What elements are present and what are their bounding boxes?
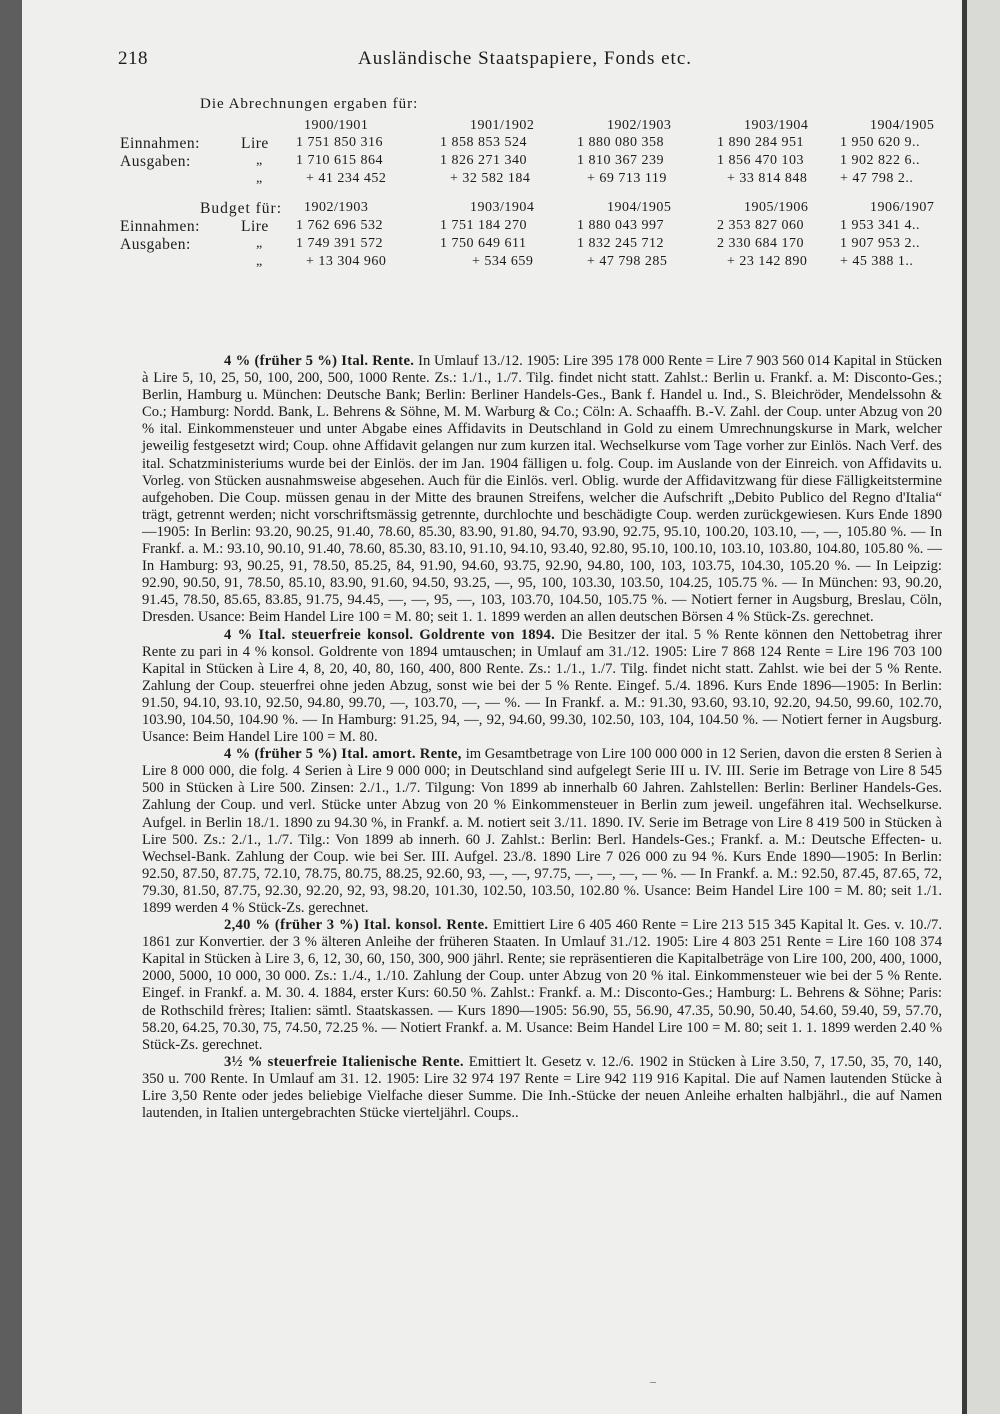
table-cell: 1 832 245 712 xyxy=(577,236,664,251)
facing-page-edge xyxy=(962,0,1000,1414)
row-label: Ausgaben: xyxy=(120,236,191,253)
table-cell: 1 810 367 239 xyxy=(577,153,664,168)
year-header: 1906/1907 xyxy=(870,200,935,215)
table-cell: 1 880 080 358 xyxy=(577,135,664,150)
year-header: 1902/1903 xyxy=(607,118,672,133)
running-title: Ausländische Staatspapiere, Fonds etc. xyxy=(358,48,693,69)
table-cell: + 45 388 1.. xyxy=(840,254,914,269)
table-cell: 1 826 271 340 xyxy=(440,153,527,168)
section-heading: 3½ % steuerfreie Italienische Rente. xyxy=(224,1053,469,1070)
table-cell: 2 353 827 060 xyxy=(717,218,804,233)
table-cell: + 41 234 452 xyxy=(306,171,387,186)
table-cell: + 534 659 xyxy=(472,254,534,269)
year-header: 1900/1901 xyxy=(304,118,369,133)
section-text: im Gesamtbetrage von Lire 100 000 000 in 12 Serien, davon die ersten 8 Serien à Lire 8 000 000, die folg. 4 Serien à Lire 9 000 000; in Deutschland sind aufgelegt Serie III u. IV. III. Serie im Betrage von Lire 8 545 500 in Stücken à Lire 500. Zinsen: 2./1., 1./7. Tilgung: Von 1899 ab innerhalb 60 Jahren. Zahlstellen: Berlin: Berliner Handels-Ges. Zahlung der Coup. und verl. Stücke unter Abzug von 20 % Einkommensteuer in Berlin zum jeweil. ungefähren ital. Wechselkurse. Aufgel. in Berlin 18./1. 1890 zu 94.30 %, in Frankf. a. M. notiert seit 3./11. 1890. IV. Serie im Betrage von Lire 8 419 500 in Stücken à Lire 500. Zs.: 2./1., 1./7. Tilg.: Von 1899 ab innerh. 60 J. Zahlst.: Berlin: Berl. Handels-Ges.; Frankf. a. M.: Deutsche Effecten- u. Wechsel-Bank. Zahlung der Coup. wie bei Ser. III. Aufgel. 23./8. 1890 Lire 7 026 000 zu 94 %. Kurs Ende 1890—1905: In Berlin: 92.50, 87.50, 87.75, 72.10, 78.75, 80.75, 88.25, 92.60, 93, —, —, 97.75, —, —, —, — %. — In Frankf. a. M.: 92.50, 87.45, 87.65, 72, 79.30, 81.50, 87.75, 92.30, 92.20, 92, 93, 98.20, 101.30, 102.50, 103.50, 102.80 %. Usance: Beim Handel Lire 100 = M. 80; seit 1./1. 1899 werden 4 % Stück-Zs. gerechnet. xyxy=(142,746,943,916)
table-cell: + 47 798 285 xyxy=(587,254,668,269)
section-text: Die Besitzer der ital. 5 % Rente können den Nettobetrag ihrer Rente zu pari in 4 % konsol. Goldrente von 1894 umtauschen; in Umlauf am 31./12. 1905: Lire 7 868 124 Rente = Lire 196 703 100 Kapital in Stücken à Lire 4, 8, 20, 40, 80, 160, 400, 800 Rente. Zs.: 1./1., 1./7. Tilg. findet nicht statt. Zahlst. wie bei der 5 % Rente. Zahlung der Coup. steuerfrei ohne jeden Abzug, sonst wie bei der 5 % Rente. Eingef. 5./4. 1896. Kurs Ende 1896—1905: In Berlin: 91.50, 94.10, 93.10, 92.50, 94.80, 99.70, —, 103.70, —, — %. — In Frankf. a. M.: 91.30, 93.60, 93.10, 92.20, 94.50, 99.60, 102.70, 103.90, 104.50, 104.90 %. — In Hamburg: 91.25, 94, —, 92, 94.60, 99.30, 102.50, 103, 104, 104.50 %. — Notiert ferner in Augsburg. Usance: Beim Handel Lire 100 = M. 80. xyxy=(142,626,942,746)
year-header: 1904/1905 xyxy=(870,118,935,133)
section-heading: 4 % Ital. steuerfreie konsol. Goldrente von 1894. xyxy=(224,626,562,643)
table-cell: + 23 142 890 xyxy=(727,254,808,269)
section-goldrente xyxy=(142,627,942,747)
page-header xyxy=(118,48,918,78)
table-cell: 1 890 284 951 xyxy=(717,135,804,150)
section-heading: 2,40 % (früher 3 %) Ital. konsol. Rente. xyxy=(224,917,493,934)
body-text xyxy=(142,353,942,1122)
row-unit: „ xyxy=(256,171,263,186)
row-unit: Lire xyxy=(241,135,269,152)
table-cell: + 47 798 2.. xyxy=(840,171,914,186)
table-cell: 1 907 953 2.. xyxy=(840,236,920,251)
table-cell: + 33 814 848 xyxy=(727,171,808,186)
table-cell: + 13 304 960 xyxy=(306,254,387,269)
year-header: 1902/1903 xyxy=(304,200,369,215)
year-header: 1903/1904 xyxy=(744,118,809,133)
table-cell: 1 880 043 997 xyxy=(577,218,664,233)
table-cell: 1 856 470 103 xyxy=(717,153,804,168)
section-heading: 4 % (früher 5 %) Ital. Rente. xyxy=(224,353,419,369)
table-cell: 1 902 822 6.. xyxy=(840,153,920,168)
section-heading: 4 % (früher 5 %) Ital. amort. Rente, xyxy=(224,746,466,763)
table-cell: 1 749 391 572 xyxy=(296,236,383,251)
table-cell: 1 953 341 4.. xyxy=(840,218,920,233)
year-header: 1905/1906 xyxy=(744,200,809,215)
row-unit: „ xyxy=(256,236,263,251)
section-konsol-rente xyxy=(142,917,942,1054)
table-cell: 1 858 853 524 xyxy=(440,135,527,150)
row-unit: „ xyxy=(256,153,263,168)
book-page xyxy=(22,0,962,1414)
page-number: 218 xyxy=(118,48,148,69)
footer-mark: – xyxy=(650,1374,656,1388)
year-header: 1903/1904 xyxy=(470,200,535,215)
row-unit: Lire xyxy=(241,218,269,235)
section-steuerfreie-rente xyxy=(142,1054,942,1122)
table-cell: 1 762 696 532 xyxy=(296,218,383,233)
table-cell: 1 751 850 316 xyxy=(296,135,383,150)
table-cell: 2 330 684 170 xyxy=(717,236,804,251)
section-ital-rente xyxy=(142,353,942,627)
section-amort-rente xyxy=(142,746,942,917)
year-header: 1901/1902 xyxy=(470,118,535,133)
budget-label: Budget für: xyxy=(200,200,283,217)
section-text: In Umlauf 13./12. 1905: Lire 395 178 000 Rente = Lire 7 903 560 014 Kapital in Stücken à Lire 5, 10, 25, 50, 100, 200, 500, 1000 Rente. Zs.: 1./1., 1./7. Tilg. findet nicht statt. Zahlst.: Berlin u. Frankf. a. M: Disconto-Ges.; Berlin, Hamburg u. München: Deutsche Bank; Berlin: Berliner Handels-Ges., Bank f. Handel u. Ind., S. Bleichröder, Mendelssohn & Co.; Hamburg: Nordd. Bank, L. Behrens & Söhne, M. M. Warburg & Co.; Cöln: A. Schaaffh. B.-V. Zahl. der Coup. unter Abzug von 20 % ital. Einkommensteuer und unter Abgabe eines Affidavits in Deutschland in Gold zu einem Umrechnungskurse in Mark, welcher jeweilig festgesetzt wird; Coup. ohne Affidavit gelangen nur zum kurzen ital. Wechselkurse vom Tage vorher zur Einlös. Nach Verf. des ital. Schatzministeriums wurde bei der Einlös. der im Jan. 1904 fälligen u. folg. Coup. im Auslande von der Einreich. von Affidavits u. Vorleg. von Stücken ausnahmsweise abgesehen. Auch für die Einlös. verl. Oblig. wurde der Affidavitzwang für diese Fälligkeitstermine aufgehoben. Die Coup. müssen genau in der Mitte des braunen Streifens, welcher die Aufschrift „Debito Publico del Regno d'Italia“ trägt, getrennt werden; nicht vorschriftsmässig getrennte, durchlochte und beschädigte Coup. werden zurückgewiesen. Kurs Ende 1890—1905: In Berlin: 93.20, 90.25, 91.40, 78.60, 85.30, 83.90, 91.80, 94.70, 93.90, 92.75, 95.10, 100.20, 103.10, —, —, 105.80 %. — In Frankf. a. M.: 93.10, 90.10, 91.40, 78.60, 85.30, 83.10, 91.10, 94.10, 93.40, 92.80, 95.10, 100.10, 103.10, 103.80, 104.80, 105.80 %. — In Hamburg: 93, 90.25, 91, 78.50, 85.25, 84, 91.90, 94.60, 93.75, 92.90, 94.80, 100, 103, 103.75, 104.30, 105.20 %. — In Leipzig: 92.90, 90.50, 91, 78.50, 85.10, 83.90, 91.60, 94.50, 93.25, —, 95, 100, 103.30, 103.50, 104.25, 105.75 %. — In München: 93, 90.20, 91.45, 78.50, 85.65, 83.85, 91.75, 94.45, —, —, 95, —, 103, 103.70, 104.50, 105.75 %. — Notiert ferner in Augsburg, Breslau, Cöln, Dresden. Usance: Beim Handel Lire 100 = M. 80; seit 1. 1. 1899 werden an allen deutschen Börsen 4 % Stück-Zs. gerechnet. xyxy=(142,353,942,626)
table-intro: Die Abrechnungen ergaben für: xyxy=(200,96,419,112)
row-label: Einnahmen: xyxy=(120,135,200,152)
table-cell: + 32 582 184 xyxy=(450,171,531,186)
row-label: Einnahmen: xyxy=(120,218,200,235)
section-text: Emittiert lt. Gesetz v. 12./6. 1902 in Stücken à Lire 3.50, 7, 17.50, 35, 70, 140, 350 u. 700 Rente. In Umlauf am 31. 12. 1905: Lire 32 974 197 Rente = Lire 942 119 916 Kapital. Die auf Namen lautenden Stücke à Lire 3,50 Rente oder jedes beliebige Vielfache dieser Summe. Die Inh.-Stücke der neuen Anleihe erhalten halbjährl., die auf Namen lautenden, in Italien untergebrachten Stücke vierteljährl. Coups.. xyxy=(142,1053,942,1122)
table-cell: + 69 713 119 xyxy=(587,171,667,186)
table-cell: 1 751 184 270 xyxy=(440,218,527,233)
section-text: Emittiert Lire 6 405 460 Rente = Lire 213 515 345 Kapital lt. Ges. v. 10./7. 1861 zur Konvertier. der 3 % älteren Anleihe der früheren Staaten. In Umlauf 31./12. 1905: Lire 4 803 251 Rente = Lire 160 108 374 Kapital in Stücken à Lire 3, 6, 12, 30, 60, 150, 300, 900 jährl. Rente; sie repräsentieren die Kapitalbeträge von Lire 100, 200, 400, 1000, 2000, 5000, 10 000, 30 000. Zs.: 1./4., 1./10. Zahlung der Coup. unter Abzug von 20 % ital. Einkommensteuer wie bei der 5 % Rente. Eingef. in Frankf. a. M. 30. 4. 1884, erster Kurs: 60.50 %. Zahlst.: Frankf. a. M.: Disconto-Ges.; Hamburg: L. Behrens & Söhne; Paris: de Rothschild frères; Italien: sämtl. Staatskassen. — Kurs 1890—1905: 56.90, 55, 56.90, 47.35, 50.90, 50.40, 54.60, 59.40, 59, 57.70, 58.20, 64.25, 70.30, 75, 74.50, 72.25 %. — Notiert Frankf. a. M. Usance: Beim Handel Lire 100 = M. 80; seit 1. 1. 1899 werden 2.40 % Stück-Zs. gerechnet. xyxy=(142,917,942,1053)
table-cell: 1 750 649 611 xyxy=(440,236,527,251)
row-unit: „ xyxy=(256,254,263,269)
table-cell: 1 710 615 864 xyxy=(296,153,383,168)
table-cell: 1 950 620 9.. xyxy=(840,135,920,150)
row-label: Ausgaben: xyxy=(120,153,191,170)
year-header: 1904/1905 xyxy=(607,200,672,215)
